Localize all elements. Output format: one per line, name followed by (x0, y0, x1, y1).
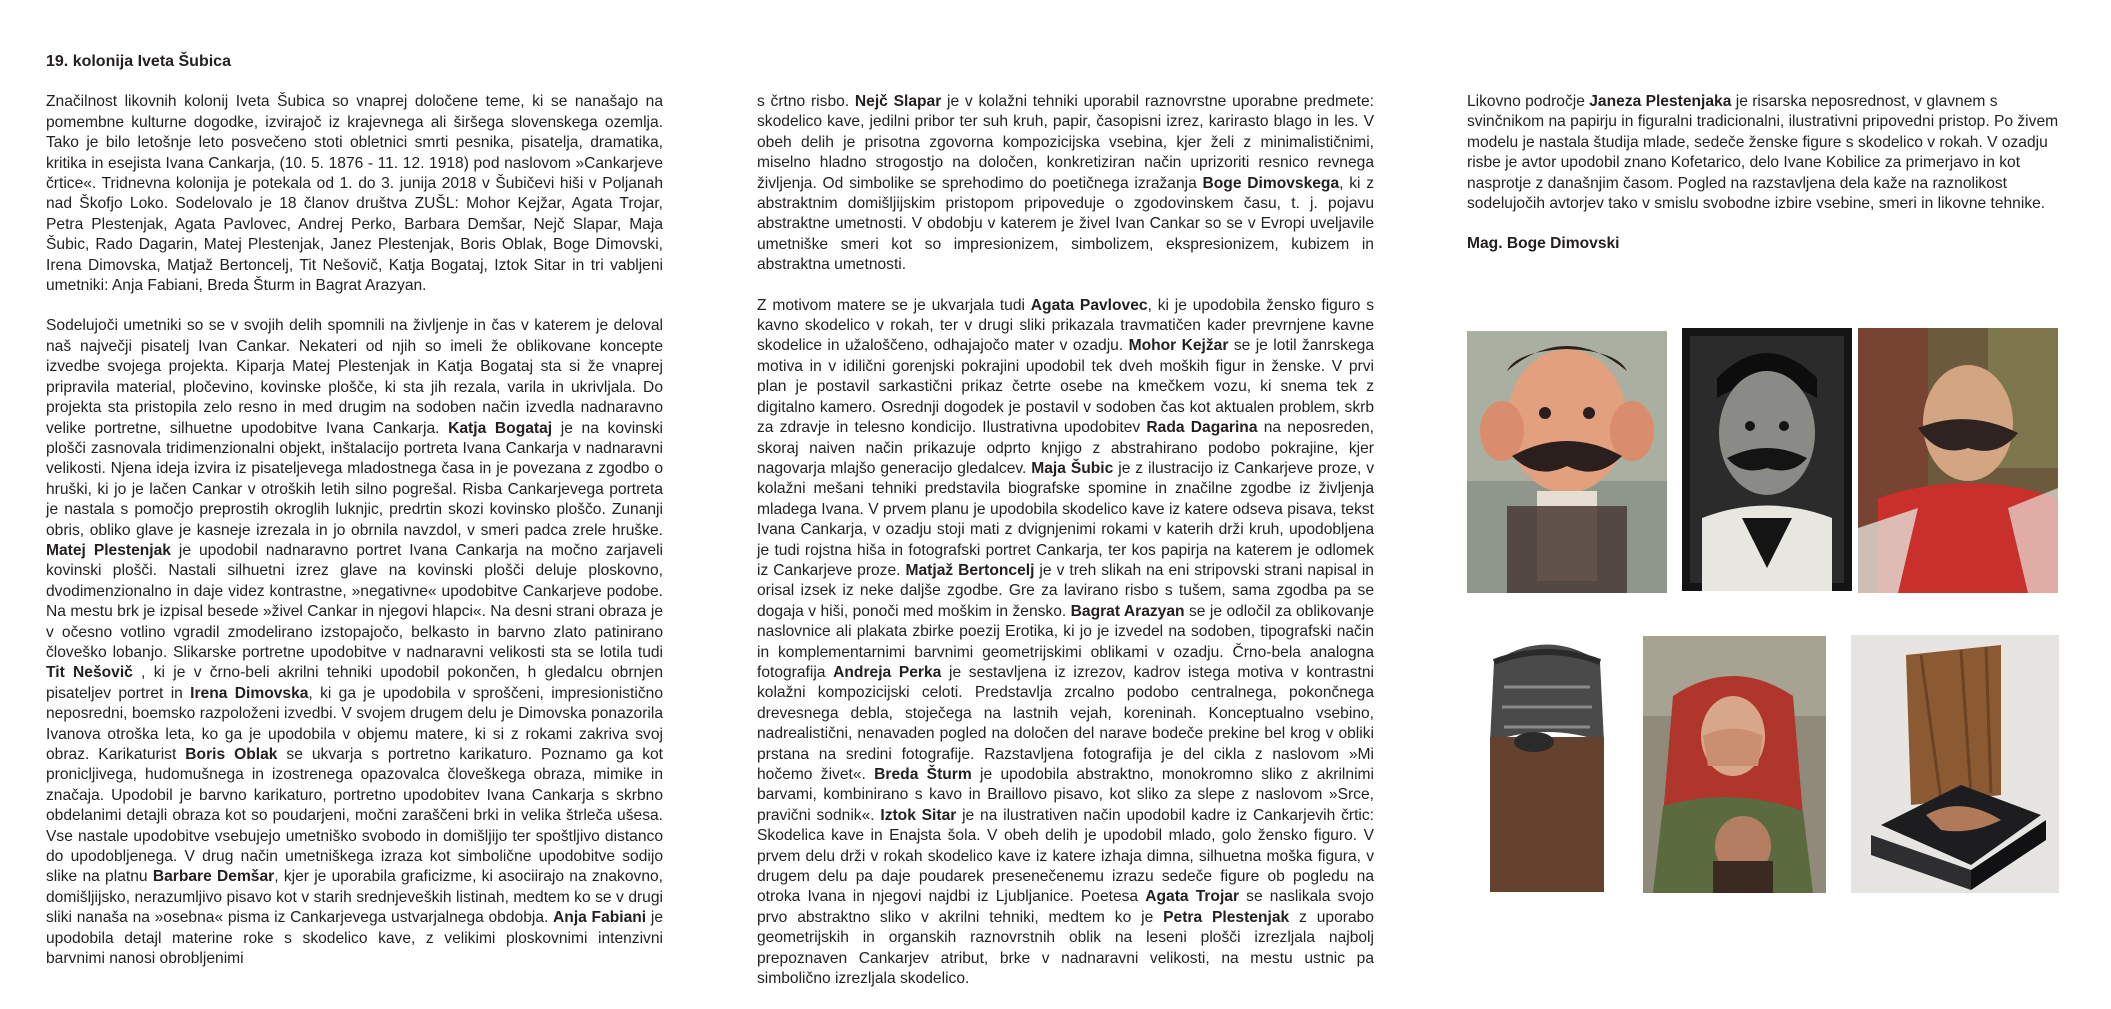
artist-name: Breda Šturm (874, 766, 972, 783)
artist-name: Agata Trojar (1145, 888, 1240, 906)
artist-name: Bagrat Arazyan (1070, 602, 1185, 620)
author-signature: Mag. Boge Dimovski (1467, 235, 1620, 253)
artist-name: Nejč Slapar (854, 93, 942, 110)
artist-name: Katja Bogataj (448, 419, 553, 437)
artist-name: Tit Nešovič (46, 664, 133, 682)
artwork-metal-sculpture-image (1474, 632, 1620, 894)
paragraph: Sodelujoči umetniki so se v svojih delih spomnili na življenje in čas v katerem je deloval naš največji pisatelj Ivan Cankar. Nekateri od njih so imeli že oblikovane koncepte izvedbe svojega projekta. Kiparja Matej Plestenjak in Katja Bogataj sta si že vnaprej pripravila material, pločevino, kovinske plošče, ki sta jih rezala, varila in ukrivljala. Do projekta sta pristopila zelo resno in med drugim na sodoben način izvedla nadnaravno velike portretne, silhuetne upodobitve Ivana Cankarja. Katja Bogataj je na kovinski plošči zasnovala tridimenzionalni objekt, inštalacijo portreta Ivana Cankarja v nadnaravni velikosti. Njena ideja izvira iz pisateljevega mladostnega časa in je povezana z zgodbo o hruški, ki jo je lačen Cankar v otroških letih silno pogrešal. Risba Cankarjevega portreta je nastala s pomočjo preprostih okroglih luknjic, predrtin skozi kovinsko ploščo. Zunanji obris, obliko glave je kasneje izrezala in jo obrnila navzdol, v smeri padca zrele hruške. Matej Plestenjak je upodobil nadnaravno portret Ivana Cankarja na močno zarjaveli kovinski plošči. Nastali silhuetni izrez glave na kovinski plošči deluje ploskovno, dvodimenzionalno in daje videz kontrastne, »negativne« upodobitve Cankarjeve podobe. Na mestu brk je izpisal besede »živel Cankar in njegovi hlapci«. Na desni strani obraza je v očesno votlino vgradil zmodelirano izstopajočo, belkasto in barvno zlato patinirano človeško lobanjo. Slikarske portretne upodobitve v nadnaravni velikosti sta se lotila tudi Tit Nešovič , ki je v črno-beli akrilni tehniki upodobil pokončen, h gledalcu obrnjen pisateljev portret in Irena Dimovska, ki ga je upodobila v sproščeni, impresionistično neposredni, boemsko razpoloženi izvedbi. V svojem drugem delu je Dimovska ponazorila Ivanova otroška leta, ko ga je upodobila v objemu matere, ki si z rokami zakriva svoj obraz. Karikaturist Boris Oblak se ukvarja s portretno karikaturo. Poznamo ga kot pronicljivega, hudomušnega in izostrenega opazovalca človeškega obraza, mimike in značaja. Upodobil je barvno karikaturo, portretno upodobitev Ivana Cankarja s skrbno obdelanimi detajli obraza kot so poudarjeni, močni zaraščeni brki in velika štrleča ušesa. Vse nastale upodobitve vsebujejo umetniško svobodo in domišljijo ter spoštljivo distanco do upodobljenega. V drug način umetniškega izraza kot simbolične upodobitve sodijo slike na platnu Barbare Demšar, kjer je uporabila graficizme, ki asociirajo na znakovno, domišljijsko, nerazumljivo pisavo kot v starih srednjeveških listinah, medtem ko se v drugi sliki nanaša na »osebna« pisma iz Cankarjevega ustvarjalnega obdobja. Anja Fabiani je upodobila detajl materine roke s skodelico kave, z velikimi ploskovnimi intenzivni barvnimi nanosi obrobljenimi (46, 317, 663, 968)
artwork-caricature-image (1467, 331, 1667, 593)
artist-name: Irena Dimovska (190, 684, 309, 702)
artist-name: Rada Dagarina (1146, 419, 1258, 437)
artist-name: Boris Oblak (185, 746, 278, 763)
artist-name: Iztok Sitar (880, 806, 957, 824)
artist-name: Mohor Kejžar (1128, 337, 1229, 355)
artist-name: Janeza Plestenjaka (1589, 93, 1732, 110)
paragraph: Značilnost likovnih kolonij Iveta Šubica so vnaprej določene teme, ki se nanašajo na pomembne kulturne dogodke, izvirajoč iz krajevnega ali širšega slovenskega ozemlja. Tako je bilo letošnje leto posvečeno stoti obletnici smrti pesnika, pisatelja, dramatika, kritika in esejista Ivana Cankarja, (10. 5. 1876 - 11. 12. 1918) pod naslovom »Cankarjeve črtice«. Tridnevna kolonija je potekala od 1. do 3. junija 2018 v Šubičevi hiši v Poljanah nad Škofjo Loko. Sodelovalo je 18 članov društva ZUŠL: Mohor Kejžar, Agata Trojar, Petra Plestenjak, Agata Pavlovec, Andrej Perko, Barbara Demšar, Nejč Slapar, Maja Šubic, Rado Dagarin, Matej Plestenjak, Janez Plestenjak, Boris Oblak, Boge Dimovski, Irena Dimovska, Matjaž Bertoncelj, Tit Nešovič, Katja Bogataj, Iztok Sitar in tri vabljeni umetniki: Anja Fabiani, Breda Šturm in Bagrat Arazyan. (46, 93, 663, 295)
text-column-2 (757, 92, 1374, 1009)
article-title: 19. kolonija Iveta Šubica (46, 53, 231, 70)
paragraph: s črtno risbo. Nejč Slapar je v kolažni tehniki uporabil raznovrstne uporabne predmete: skodelico kave, jedilni pribor ter suh kruh, papir, časopisni izrez, karirasto blago in les. V obeh delih je prisotna zgovorna kompozicijska vsebina, kjer želi z minimalističnimi, miselno hladno strogostjo na določen, konkretiziran način uprizoriti resnico revnega življenja. Od simbolike se sprehodimo do poetičnega izražanja Boge Dimovskega, ki z abstraktnim domišljijskim pristopom pripoveduje o zgodovinskem času, t. j. pojavu abstraktne umetnosti. V obdobju v katerem je živel Ivan Cankar so se v Evropi uveljavile umetniške smeri kot so impresionizem, simbolizem, ekspresionizem, kubizem in abstraktna umetnosti. (757, 93, 1374, 274)
artist-name: Agata Pavlovec (1030, 296, 1148, 314)
paragraph: Z motivom matere se je ukvarjala tudi Agata Pavlovec, ki je upodobila žensko figuro s kavno skodelico v rokah, ter v drugi sliki prikazala travmatičen kader prevrnjene kavne skodelice in užaloščeno, odhajajočo mater v ozadju. Mohor Kejžar se je lotil žanrskega motiva in v idilični gorenjski pokrajini upodobil tek dveh moških figur in ženske. V prvi plan je postavil sarkastični prikaz četrte osebe na kmečkem vozu, ki snema tek z digitalno kamero. Osrednji dogodek je postavil v sodoben čas kot aktualen problem, skrb za zdravje in telesno kondicijo. Ilustrativna upodobitev Rada Dagarina na neposreden, skoraj naiven način prikazuje odprto knjigo z abstrahirano podobo pokrajine, kjer nagovarja mlajšo generacijo gledalcev. Maja Šubic je z ilustracijo iz Cankarjeve proze, v kolažni mešani tehniki predstavila biografske spomine in značilne zgodbe iz življenja mladega Ivana. V prvem planu je upodobila skodelico kave iz katere odseva pisava, tekst Ivana Cankarja, v ozadju stoji mati z dvignjenimi rokami v katerih drži kruh, upodobljena je tudi rojstna hiša in fotografski portret Cankarja, ter kos papirja na katerem je odlomek iz Cankarjeve proze. Matjaž Bertoncelj je v treh slikah na eni stripovski strani napisal in orisal izsek iz neke daljše zgodbe. Gre za lavirano risbo s tušem, sama zgodba pa se dogaja v hiši, ponoči med moškim in žensko. Bagrat Arazyan se je odločil za oblikovanje naslovnice ali plakata zbirke poezij Erotika, ki jo je izvedel na sodoben, tipografski način in komplementarnimi barvnimi geometrijskimi oblikami v ozadju. Črno-bela analogna fotografija Andreja Perka je sestavljena iz izrezov, kadrov istega motiva v kontrastni kolažni kompozicijski celoti. Predstavlja zrcalno podobo centralnega, pokončnega drevesnega debla, stoječega na lastnih vejah, koreninah. Konceptualno vsebino, nadrealistični, nenavaden pogled na določen del narave bodeče prekine bel krog v obliki prstana na sredini fotografije. Razstavljena fotografija je del cikla z naslovom »Mi hočemo živet«. Breda Šturm je upodobila abstraktno, monokromno sliko z akrilnimi barvami, kombinirano s kavo in Braillovo pisavo, kot sliko za slepe z naslovom »Srce, pravični sodnik«. Iztok Sitar je na ilustrativen način upodobil kadre iz Cankarjevih črtic: Skodelica kave in Enajsta šola. V obeh delih je upodobil mlado, golo žensko figuro. V prvem delu drži v rokah skodelico kave iz katere izhaja dimna, silhuetna moška figura, v drugem delu pa daje poudarek presenečenemu izrazu sedeče figure ob pogledu na otroka Ivana in njegovi najdbi iz Ljubljanice. Poetesa Agata Trojar se naslikala svojo prvo abstraktno sliko v akrilni tehniki, medtem ko je Petra Plestenjak z uporabo geometrijskih in organskih raznovrstnih oblik na leseni plošči izrezljala najbolj prepoznaven Cankarjev atribut, brke v nadnaravni velikosti, na mestu ustnic pa simbolično izrezljala skodelico. (757, 296, 1375, 988)
artist-name: Petra Plestenjak (1163, 908, 1290, 926)
artist-name: Andreja Perka (833, 663, 942, 681)
artist-name: Barbare Demšar (152, 868, 275, 886)
artwork-impressionist-portrait-image (1858, 328, 2058, 593)
artwork-bw-portrait-image (1682, 328, 1852, 591)
paragraph: Likovno področje Janeza Plestenjaka je risarska neposrednost, v glavnem s svinčnikom na papirju in figuralni tradicionalni, ilustrativni pripovedni pristop. Po živem modelu je nastala študija mlade, sedeče ženske figure s skodelico v rokah. V ozadju risbe je avtor upodobil znano Kofetarico, delo Ivane Kobilice za primerjavo in kot nasprotje z današnjim časom. Pogled na razstavljena dela kaže na raznolikost sodelujočih avtorjev tako v smislu svobodne izbire vsebine, smeri in likovne tehnike. (1467, 93, 2059, 213)
artwork-wood-sculpture-image (1851, 635, 2059, 893)
text-column-3 (1467, 92, 2069, 255)
artwork-mother-child-image (1643, 636, 1826, 893)
artist-name: Boge Dimovskega (1202, 174, 1340, 192)
artist-name: Anja Fabiani (553, 909, 647, 927)
artist-name: Matjaž Bertoncelj (905, 561, 1035, 579)
artist-name: Matej Plestenjak (46, 541, 171, 559)
text-column-1 (46, 52, 663, 989)
artist-name: Maja Šubic (1031, 459, 1114, 477)
